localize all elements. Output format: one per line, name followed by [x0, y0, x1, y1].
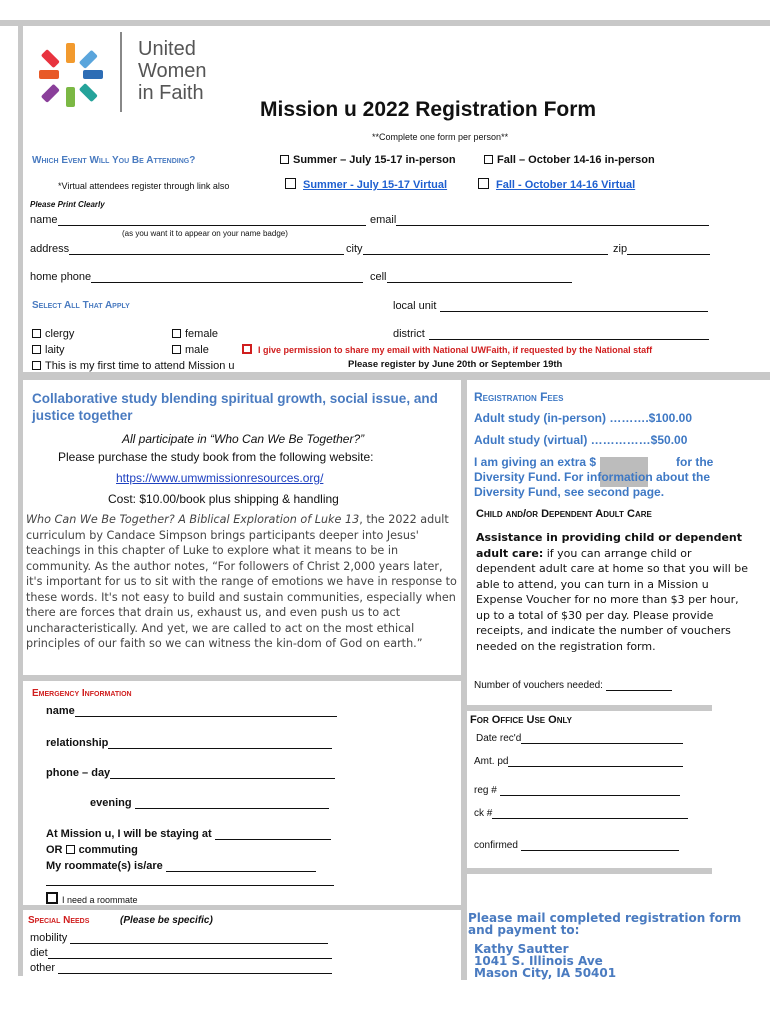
- diversity-fund-block: [472, 455, 722, 511]
- reg-label: reg #: [474, 785, 497, 796]
- option-male[interactable]: [172, 344, 209, 356]
- option-first-time[interactable]: [32, 360, 235, 372]
- evening-label: evening: [90, 797, 132, 809]
- zip-input-line[interactable]: [627, 244, 710, 255]
- confirmed-line[interactable]: [521, 840, 679, 851]
- vouchers-input-line[interactable]: [606, 680, 672, 691]
- staying-line[interactable]: [215, 829, 331, 840]
- care-assist-heading: Assistance in providing child or dependent adult care:: [476, 531, 742, 560]
- study-description: [26, 512, 460, 652]
- need-roommate-option[interactable]: [46, 892, 138, 905]
- city-field[interactable]: [346, 243, 608, 255]
- study-participate: All participate in “Who Can We Be Together?”: [122, 432, 365, 446]
- option-laity[interactable]: [32, 344, 65, 356]
- checkbox-female[interactable]: [172, 329, 181, 338]
- mail-street: 1041 S. Illinois Ave: [474, 954, 603, 968]
- amt-pd-label: Amt. pd: [474, 756, 509, 767]
- checkbox-fall-inperson[interactable]: [484, 155, 493, 164]
- zip-label: zip: [613, 243, 628, 255]
- home-phone-input-line[interactable]: [91, 272, 363, 283]
- study-description-text: , the 2022 adult curriculum by Candace Simpson brings participants deeper into Jesus' teachings in this chapter of Luke to explore what it means to be in community. As the author notes, “For followers of Christ 2,000 years later, it's important for us to sit with the range of emotions we have in response to these words. It's not easy to build and sustain communities, especially when there are forces that drain us, exhaust us, and even push us to act uncharacteristically. And yet, we are called to act on the most ethical principles of our faith so we can witness the kin-dom of God on earth.”: [26, 513, 457, 650]
- emergency-name-label: name: [46, 705, 75, 717]
- roommates-line-2[interactable]: [46, 875, 334, 886]
- virtual-note: *Virtual attendees register through link also: [58, 181, 230, 191]
- commuting-label: commuting: [78, 844, 138, 856]
- other-line[interactable]: [58, 963, 332, 974]
- top-border: [0, 20, 770, 26]
- checkbox-first-time[interactable]: [32, 361, 41, 370]
- office-bottom-border: [467, 868, 712, 874]
- phone-day-label: phone – day: [46, 767, 111, 779]
- name-hint: (as you want it to appear on your name badge): [122, 229, 288, 238]
- commuting-option[interactable]: [46, 844, 138, 856]
- phone-day-line[interactable]: [110, 768, 335, 779]
- page-subtitle: **Complete one form per person**: [372, 132, 509, 142]
- option-fall-inperson[interactable]: [484, 154, 655, 166]
- left-border: [18, 26, 23, 976]
- logo-divider: [120, 32, 122, 112]
- mail-address: [474, 943, 616, 979]
- logo-line-1: United: [138, 38, 196, 60]
- special-needs-heading: Special Needs: [28, 915, 90, 926]
- checkbox-fall-virtual[interactable]: [478, 178, 489, 189]
- local-unit-field[interactable]: [393, 300, 708, 312]
- amt-pd-line[interactable]: [508, 756, 683, 767]
- ck-line[interactable]: [492, 808, 688, 819]
- ck-field[interactable]: [474, 808, 688, 819]
- name-input-line[interactable]: [58, 215, 366, 226]
- email-input-line[interactable]: [396, 215, 709, 226]
- confirmed-field[interactable]: [474, 840, 679, 851]
- emergency-name-field[interactable]: [46, 705, 337, 717]
- summer-inperson-label: Summer – July 15-17 in-person: [293, 154, 456, 166]
- fall-virtual-link[interactable]: Fall - October 14-16 Virtual: [496, 179, 636, 191]
- checkbox-need-roommate[interactable]: [46, 892, 58, 904]
- checkbox-clergy[interactable]: [32, 329, 41, 338]
- middle-border: [22, 372, 770, 380]
- care-bottom-border: [467, 705, 712, 711]
- emergency-bottom-border: [22, 905, 462, 910]
- home-phone-label: home phone: [30, 271, 92, 283]
- print-note: Please Print Clearly: [30, 200, 105, 209]
- male-label: male: [185, 344, 209, 356]
- need-roommate-label: I need a roommate: [62, 895, 138, 905]
- fees-heading: Registration Fees: [474, 390, 564, 404]
- city-label: city: [346, 243, 363, 255]
- vouchers-label: Number of vouchers needed:: [474, 680, 603, 691]
- option-female[interactable]: [172, 328, 218, 340]
- diet-line[interactable]: [48, 948, 332, 959]
- relationship-field[interactable]: [46, 737, 332, 749]
- evening-field[interactable]: [90, 797, 329, 809]
- date-recd-field[interactable]: [476, 733, 683, 744]
- staying-label: At Mission u, I will be staying at: [46, 828, 212, 840]
- checkbox-summer-inperson[interactable]: [280, 155, 289, 164]
- name-label: name: [30, 214, 58, 226]
- address-field[interactable]: [30, 243, 344, 255]
- option-fall-virtual[interactable]: [478, 178, 635, 191]
- district-input-line[interactable]: [429, 329, 709, 340]
- cell-label: cell: [370, 271, 387, 283]
- reg-line[interactable]: [500, 785, 680, 796]
- email-label: email: [370, 214, 397, 226]
- diversity-info: Diversity Fund. For information about the Diversity Fund, see second page.: [474, 470, 711, 499]
- emergency-name-line[interactable]: [75, 706, 337, 717]
- mobility-field[interactable]: [30, 932, 328, 944]
- district-label: district: [393, 328, 425, 340]
- option-summer-inperson[interactable]: [280, 154, 456, 166]
- zip-field[interactable]: [613, 243, 710, 255]
- relationship-line[interactable]: [108, 738, 332, 749]
- logo-line-2: Women: [138, 60, 207, 82]
- date-recd-line[interactable]: [521, 733, 683, 744]
- checkbox-laity[interactable]: [32, 345, 41, 354]
- logo-star-icon: [36, 40, 106, 110]
- roommates-line[interactable]: [166, 861, 316, 872]
- clergy-label: clergy: [45, 328, 75, 340]
- care-assist-text: if you can arrange child or dependent adult care at home so that you will be able to attend, you can turn in a Mission u Expense Voucher for no more than $3 per hour, up to a total of $30 per day. Please provide receipts, and indicate the number of vouchers needed on the registration form.: [476, 546, 749, 653]
- study-url-link[interactable]: https://www.umwmissionresources.org/: [116, 471, 324, 485]
- study-cost: Cost: $10.00/book plus shipping & handling: [108, 492, 339, 506]
- reg-field[interactable]: [474, 785, 680, 796]
- logo-text: [138, 38, 207, 104]
- address-input-line[interactable]: [69, 244, 344, 255]
- checkbox-permission[interactable]: [242, 344, 252, 354]
- address-label: address: [30, 243, 70, 255]
- date-recd-label: Date rec'd: [476, 733, 522, 744]
- fee-inperson: Adult study (in-person) ……….$100.00: [474, 411, 693, 425]
- fall-inperson-label: Fall – October 14-16 in-person: [497, 154, 655, 166]
- city-input-line[interactable]: [363, 244, 608, 255]
- option-summer-virtual[interactable]: [285, 178, 447, 191]
- diet-field[interactable]: [30, 947, 332, 959]
- district-field[interactable]: [393, 328, 709, 340]
- local-unit-input-line[interactable]: [440, 301, 708, 312]
- special-needs-note: (Please be specific): [120, 915, 213, 926]
- summer-virtual-link[interactable]: Summer - July 15-17 Virtual: [303, 179, 448, 191]
- diet-label: diet: [30, 947, 48, 959]
- or-label: OR: [46, 844, 63, 856]
- office-heading: For Office Use Only: [470, 714, 572, 726]
- care-assistance: [476, 530, 751, 654]
- mobility-line[interactable]: [70, 933, 328, 944]
- phone-day-field[interactable]: [46, 767, 335, 779]
- diversity-extra-label: I am giving an extra $: [474, 455, 597, 469]
- checkbox-commuting[interactable]: [66, 845, 75, 854]
- care-heading: Child and/or Dependent Adult Care: [476, 508, 652, 520]
- emergency-heading: Emergency Information: [32, 688, 132, 699]
- study-heading: Collaborative study blending spiritual growth, social issue, and justice together: [32, 391, 438, 423]
- mail-heading: Please mail completed registration form and payment to:: [468, 911, 742, 937]
- staying-field[interactable]: [46, 828, 331, 840]
- checkbox-summer-virtual[interactable]: [285, 178, 296, 189]
- permission-label: I give permission to share my email with National UWFaith, if requested by the National staff: [258, 345, 653, 355]
- home-phone-field[interactable]: [30, 271, 363, 283]
- roommates-label: My roommate(s) is/are: [46, 860, 163, 872]
- option-clergy[interactable]: [32, 328, 74, 340]
- study-purchase: Please purchase the study book from the following website:: [58, 450, 374, 464]
- local-unit-label: local unit: [393, 300, 437, 312]
- other-label: other: [30, 962, 56, 974]
- permission-option[interactable]: [242, 344, 652, 355]
- checkbox-male[interactable]: [172, 345, 181, 354]
- mobility-label: mobility: [30, 932, 68, 944]
- page-title: Mission u 2022 Registration Form: [260, 98, 597, 121]
- evening-line[interactable]: [135, 798, 329, 809]
- cell-field[interactable]: [370, 271, 572, 283]
- study-bottom-border: [22, 675, 462, 681]
- select-heading: Select All That Apply: [32, 300, 130, 311]
- study-book-title: Who Can We Be Together? A Biblical Exploration of Luke 13: [26, 513, 360, 526]
- first-time-label: This is my first time to attend Mission u: [45, 360, 235, 372]
- mail-name: Kathy Sautter: [474, 942, 569, 956]
- cell-input-line[interactable]: [387, 272, 572, 283]
- relationship-label: relationship: [46, 737, 109, 749]
- female-label: female: [185, 328, 219, 340]
- logo-line-3: in Faith: [138, 82, 204, 104]
- laity-label: laity: [45, 344, 65, 356]
- name-field[interactable]: [30, 214, 366, 226]
- deadline-note: Please register by June 20th or September 19th: [348, 359, 563, 370]
- amt-pd-field[interactable]: [474, 756, 683, 767]
- logo: [36, 40, 106, 115]
- email-field[interactable]: [370, 214, 709, 226]
- fee-virtual: Adult study (virtual) ……………$50.00: [474, 433, 688, 447]
- other-field[interactable]: [30, 962, 332, 974]
- ck-label: ck #: [474, 808, 493, 819]
- mail-city: Mason City, IA 50401: [474, 966, 617, 980]
- diversity-for-label: for the: [676, 455, 714, 469]
- roommates-field[interactable]: [46, 860, 316, 872]
- event-question: Which Event Will You Be Attending?: [32, 155, 196, 166]
- vouchers-field[interactable]: [474, 680, 672, 691]
- confirmed-label: confirmed: [474, 840, 518, 851]
